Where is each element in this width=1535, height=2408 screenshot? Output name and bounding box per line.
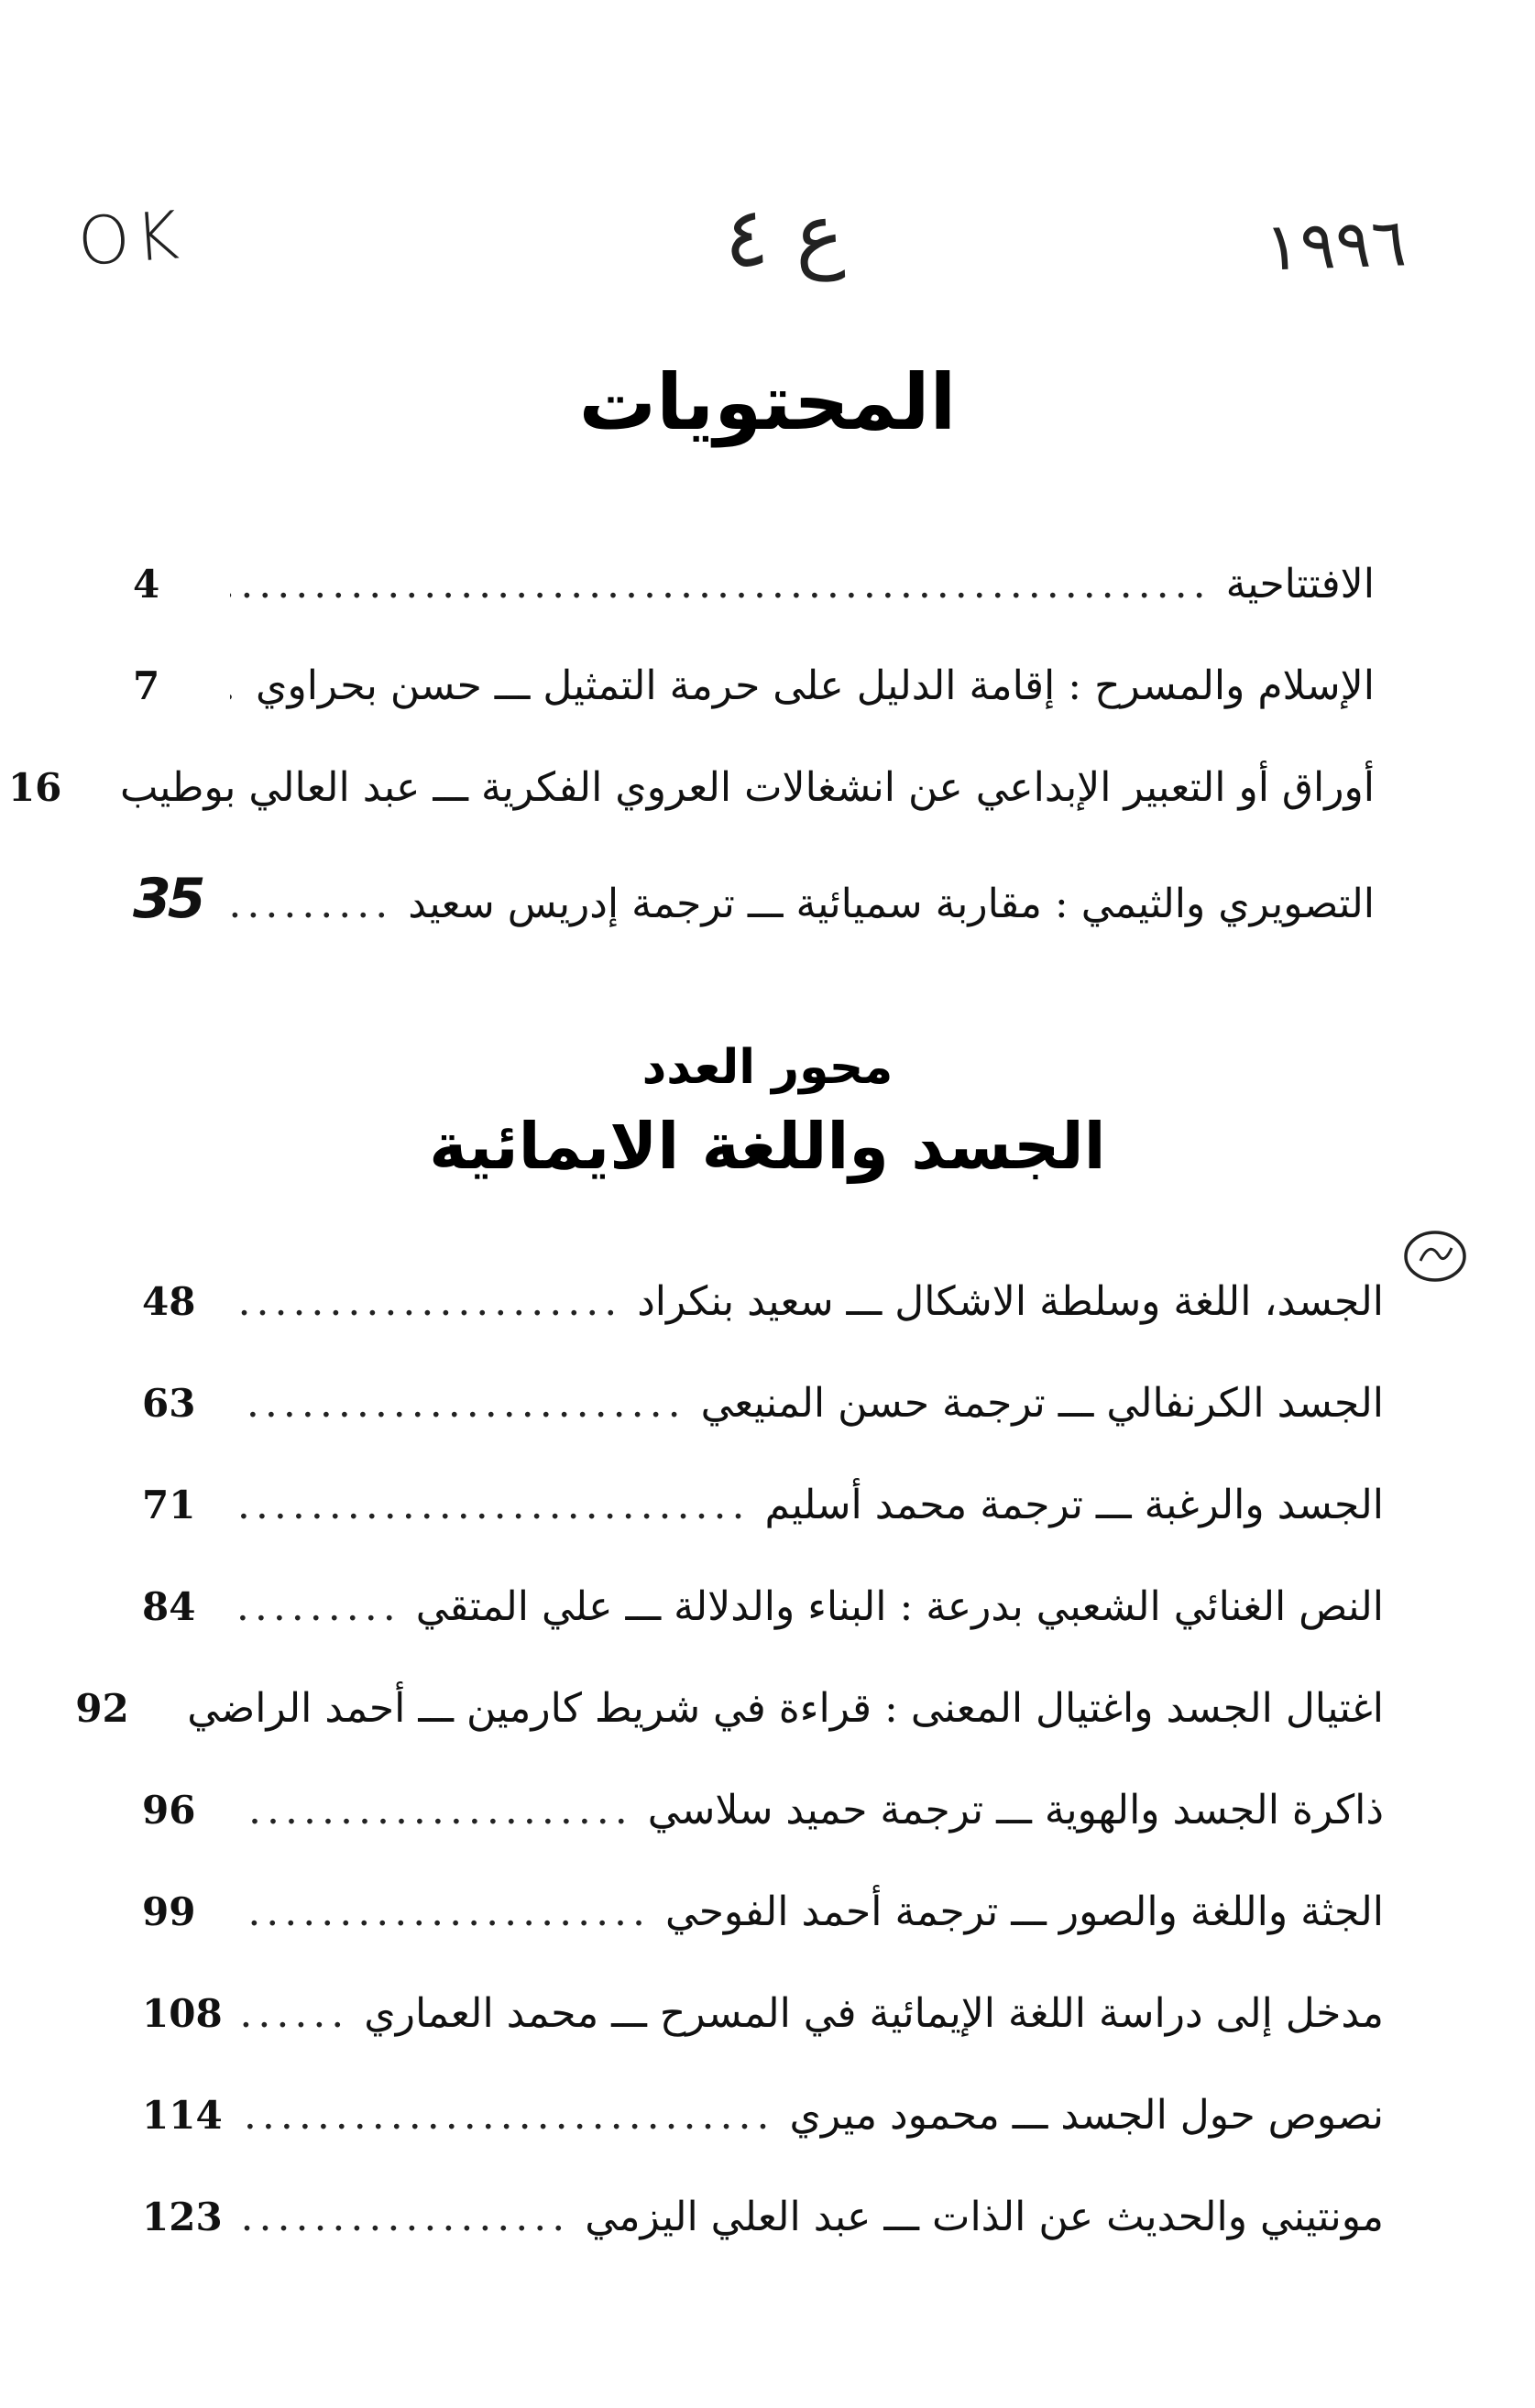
toc-page-number: 96 — [142, 1788, 196, 1833]
toc-page-number: 16 — [7, 765, 62, 810]
toc-list-main — [7, 561, 1375, 968]
handwritten-issue-note: ع ٤ — [721, 184, 847, 288]
handwritten-ok-note: OK — [75, 196, 187, 280]
toc-row[interactable] — [7, 764, 1375, 866]
toc-page-number: 7 — [133, 663, 160, 708]
toc-page-number: 4 — [133, 562, 160, 607]
toc-page-number: 84 — [142, 1584, 196, 1629]
dot-leader — [239, 1990, 349, 2039]
toc-page-number: 108 — [142, 1991, 223, 2036]
dot-leader — [239, 1380, 686, 1428]
toc-entry-title: الإسلام والمسرح : إقامة الدليل على حرمة التمثيل ـــ حسن بحراوي — [256, 662, 1375, 709]
toc-page-number: 71 — [142, 1483, 196, 1527]
toc-entry-title: الجسد، اللغة وسلطة الاشكال ـــ سعيد بنكراد — [637, 1278, 1384, 1325]
toc-row[interactable] — [133, 866, 1375, 968]
toc-row[interactable] — [142, 1278, 1384, 1380]
dot-leader — [239, 1787, 633, 1835]
handwritten-year-note: ١٩٩٦ — [1263, 203, 1409, 286]
toc-entry-title: اغتيال الجسد واغتيال المعنى : قراءة في شريط كارمين ـــ أحمد الراضي — [187, 1685, 1384, 1732]
toc-row[interactable] — [142, 1888, 1384, 1990]
toc-page-number-handwritten: 35 — [133, 867, 203, 931]
toc-entry-title: الجسد الكرنفالي ـــ ترجمة حسن المنيعي — [700, 1380, 1384, 1427]
toc-entry-title: ذاكرة الجسد والهوية ـــ ترجمة حميد سلاسي — [647, 1787, 1384, 1833]
handwritten-circle-mark-icon — [1402, 1228, 1468, 1285]
toc-entry-title: التصويري والثيمي : مقاربة سميائية ـــ ترجمة إدريس سعيد — [408, 881, 1375, 927]
toc-row[interactable] — [133, 561, 1375, 662]
toc-entry-title: مدخل إلى دراسة اللغة الإيمائية في المسرح ـــ محمد العماري — [364, 1990, 1384, 2037]
dot-leader — [239, 1888, 651, 1937]
toc-entry-title: مونتيني والحديث عن الذات ـــ عبد العلي اليزمي — [585, 2194, 1384, 2240]
toc-row[interactable] — [133, 662, 1375, 764]
toc-page-number: 63 — [142, 1381, 196, 1426]
toc-entry-title: الافتتاحية — [1225, 561, 1375, 607]
toc-page-number: 99 — [142, 1889, 196, 1934]
toc-entry-title: النص الغنائي الشعبي بدرعة : البناء والدلالة ـــ علي المتقي — [415, 1583, 1384, 1630]
toc-row[interactable] — [142, 2092, 1384, 2194]
toc-row[interactable] — [142, 1787, 1384, 1888]
toc-list-section — [75, 1278, 1384, 2295]
toc-entry-title: الجسد والرغبة ـــ ترجمة محمد أسليم — [764, 1482, 1384, 1528]
page-title: المحتويات — [578, 357, 957, 447]
toc-page-number: 48 — [142, 1279, 196, 1324]
dot-leader — [239, 2092, 774, 2140]
toc-page-number: 123 — [142, 2195, 223, 2239]
dot-leader — [230, 561, 1212, 609]
section-kicker: محور العدد — [641, 1040, 894, 1095]
toc-row[interactable] — [142, 1380, 1384, 1482]
toc-row[interactable] — [142, 1482, 1384, 1583]
section-title: الجسد واللغة الايمائية — [429, 1109, 1106, 1184]
dot-leader — [239, 2194, 570, 2242]
toc-entry-title: الجثة واللغة والصور ـــ ترجمة أحمد الفوحي — [665, 1888, 1384, 1935]
toc-entry-title: أوراق أو التعبير الإبداعي عن انشغالات العروي الفكرية ـــ عبد العالي بوطيب — [119, 764, 1375, 811]
dot-leader — [239, 1482, 751, 1530]
toc-row[interactable] — [75, 1685, 1384, 1787]
toc-entry-title: نصوص حول الجسد ـــ محمود ميري — [789, 2092, 1384, 2139]
dot-leader — [239, 1583, 401, 1632]
toc-row[interactable] — [142, 2194, 1384, 2295]
dot-leader — [230, 662, 241, 711]
dot-leader — [230, 881, 393, 929]
toc-row[interactable] — [142, 1583, 1384, 1685]
dot-leader — [239, 1278, 622, 1327]
toc-row[interactable] — [142, 1990, 1384, 2092]
toc-page-number: 114 — [142, 2093, 223, 2138]
toc-page-number: 92 — [75, 1686, 129, 1731]
